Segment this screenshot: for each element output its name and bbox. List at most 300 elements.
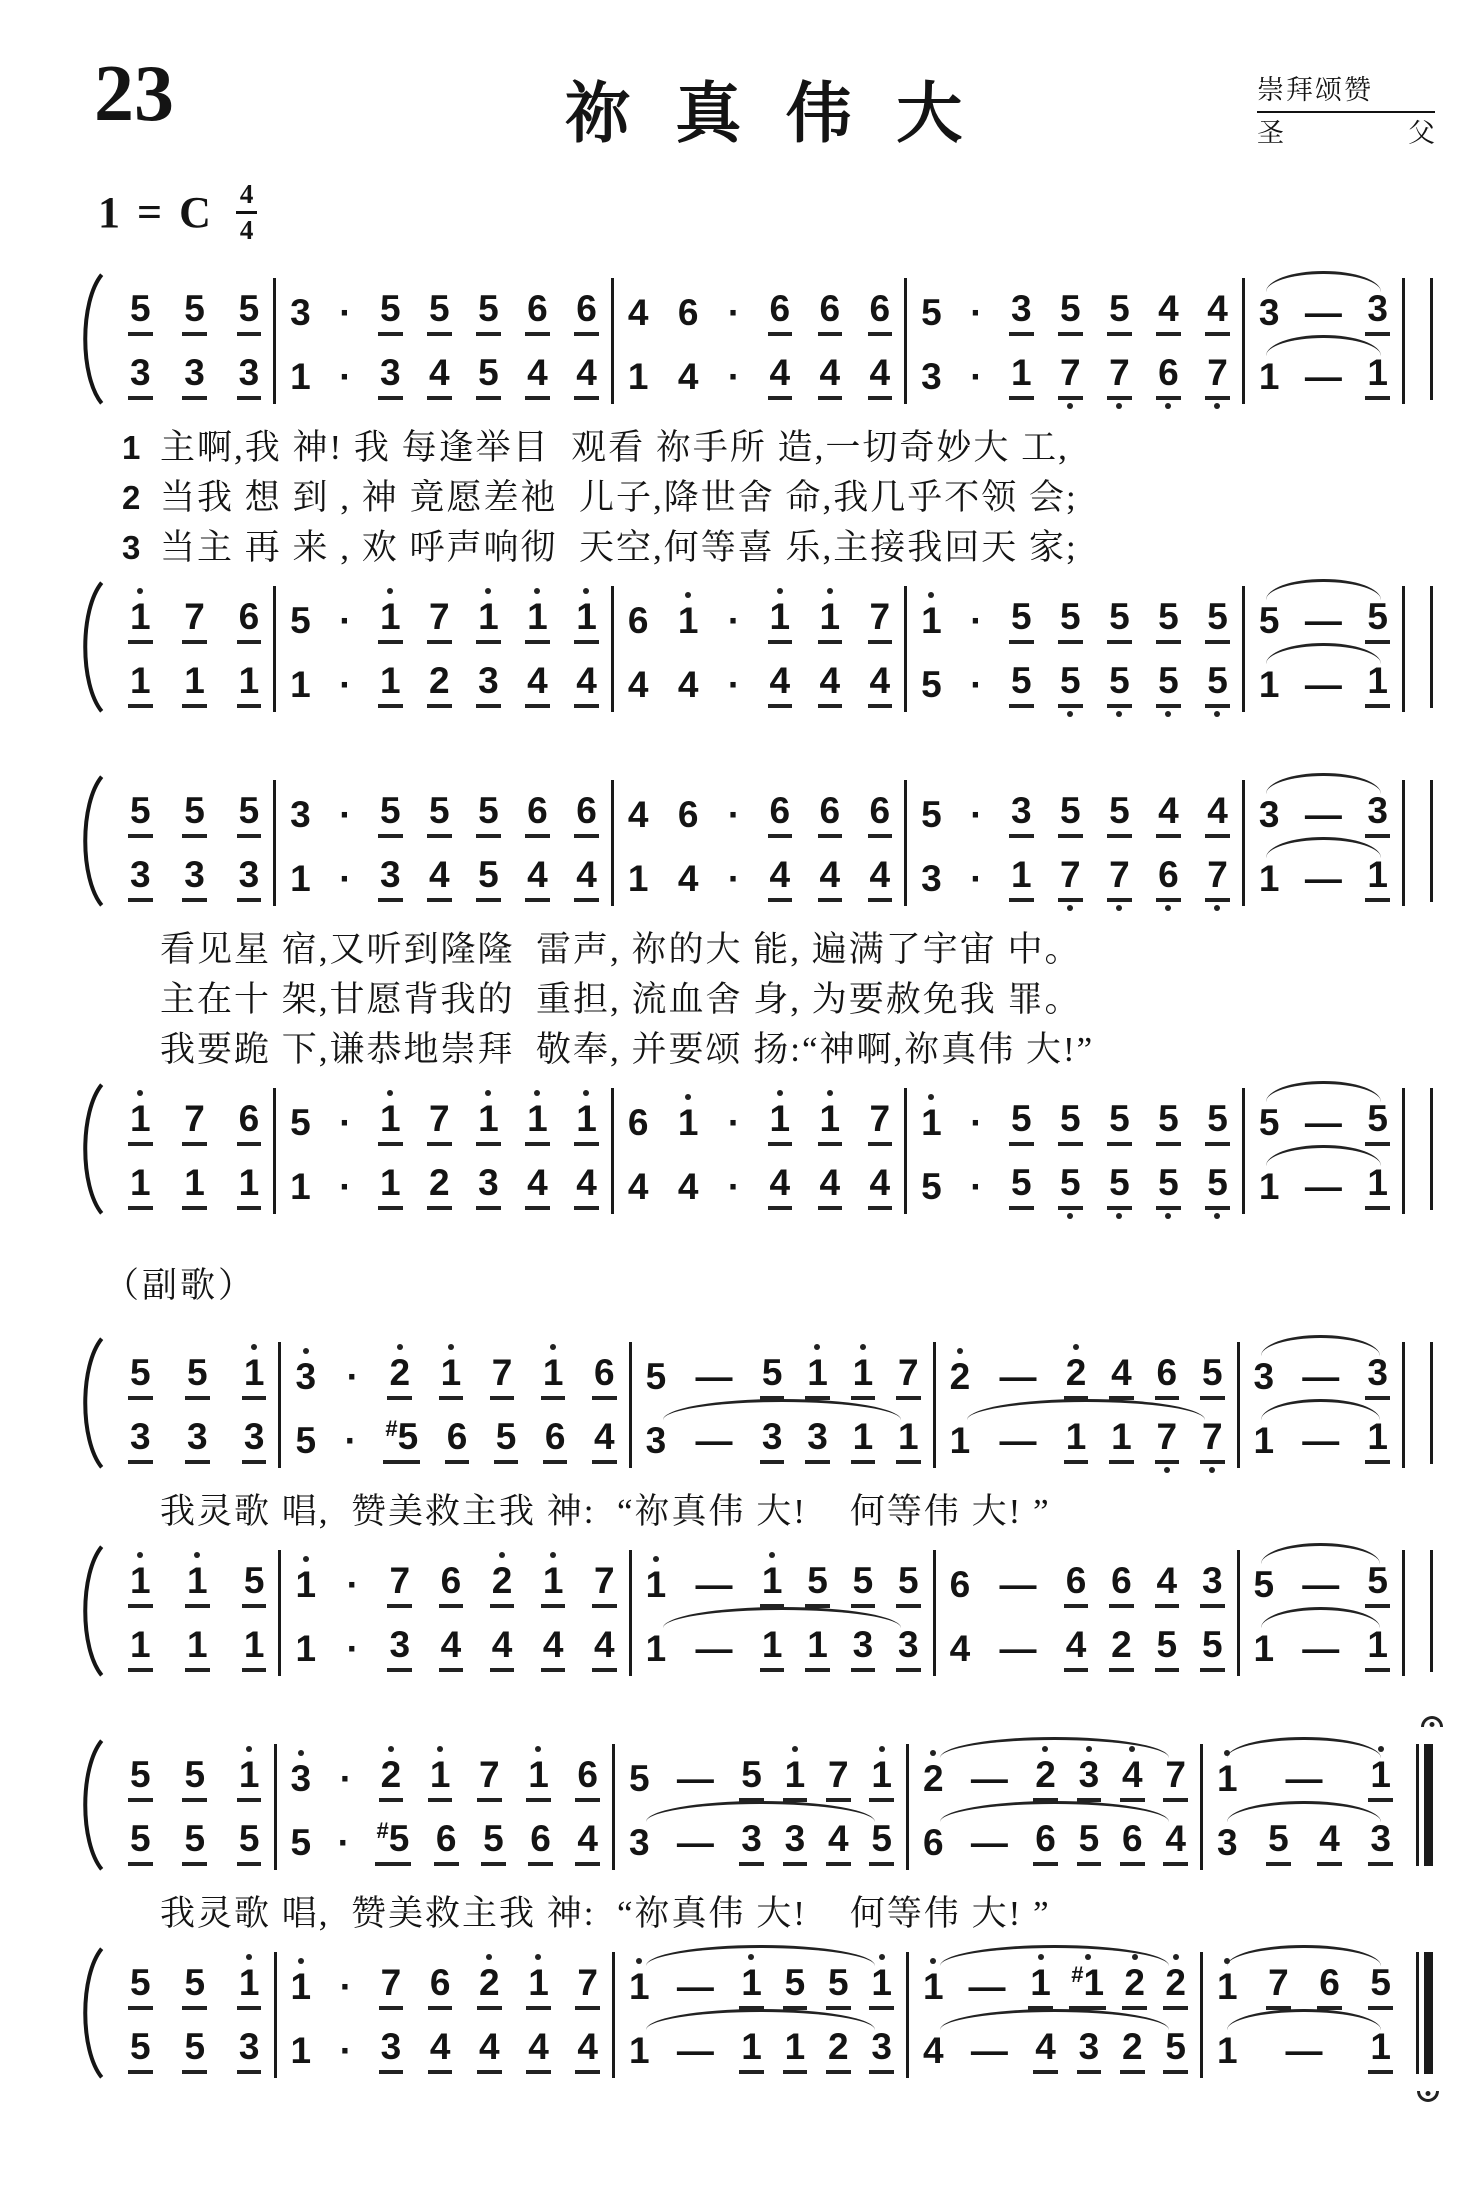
note-token: 1 (237, 662, 262, 708)
voice-measure-row (288, 658, 599, 708)
lyric-text: 我要跪 下,谦恭地崇拜 敬奉, 并要颂 扬:“神啊,祢真伟 大!” (160, 1030, 1095, 1069)
measure (936, 1338, 1237, 1468)
note-token: — (695, 1564, 733, 1605)
voice-measure-row (128, 1622, 266, 1672)
sharp-sign: # (385, 1416, 398, 1441)
note-token: 6 (574, 290, 599, 336)
note-token: 5 (629, 1758, 650, 1799)
barline (1402, 278, 1405, 404)
note-token: · (970, 600, 983, 641)
note-token: — (1304, 356, 1342, 397)
voice-measure-row (644, 1558, 921, 1608)
barline (1402, 1088, 1405, 1214)
note-token: 5 (1155, 1626, 1180, 1672)
note-token: 3 (1077, 1756, 1102, 1802)
note-token: — (676, 1966, 714, 2007)
voice-measure-row (1215, 1816, 1393, 1866)
note-token: — (676, 1822, 714, 1863)
note-token: 1 (1365, 1418, 1390, 1464)
voice-measure-row (288, 350, 599, 400)
note-token: 5 (128, 1820, 153, 1866)
note-token: 5 (494, 1418, 519, 1464)
voice-measure-row (1252, 1622, 1390, 1672)
note-token: 5 (128, 1964, 153, 2010)
note-token: 5 (921, 794, 942, 835)
note-token: 5 (237, 792, 262, 838)
note-token: 5 (290, 600, 311, 641)
note-token: 5 (427, 290, 452, 336)
voice-measure-row (289, 1752, 601, 1802)
voice-measure-row (919, 350, 1230, 400)
measure (116, 1948, 274, 2078)
note-token: 7 (1107, 856, 1132, 902)
voice-measure-row (288, 594, 599, 644)
note-token: 2 (427, 1164, 452, 1210)
note-token: 1 (1365, 354, 1390, 400)
note-token: · (727, 664, 741, 705)
note-token: 5 (760, 1354, 785, 1400)
measure (614, 582, 904, 712)
note-token: 1 (237, 1164, 262, 1210)
note-token: 5 (476, 792, 501, 838)
note-token: — (999, 1564, 1037, 1605)
note-token: 1 (1009, 354, 1034, 400)
note-token: 5 (378, 290, 403, 336)
note-token: 4 (575, 2028, 600, 2074)
note-token: 7 (1200, 1418, 1225, 1464)
note-token: 7 (1155, 1418, 1180, 1464)
note-token: 5 (1205, 598, 1230, 644)
measure (907, 274, 1242, 404)
note-token: 5 (1205, 1164, 1230, 1210)
note-token: 3 (379, 2028, 404, 2074)
note-token: 1 (476, 1100, 501, 1146)
note-token: 3 (1258, 794, 1280, 835)
note-token: 1 (185, 1626, 210, 1672)
note-token: 1 (1365, 1626, 1390, 1672)
note-token: 4 (1205, 290, 1230, 336)
note-token: 1 (182, 1164, 207, 1210)
voice-measure-row (948, 1414, 1225, 1464)
note-token: 6 (525, 290, 550, 336)
voice-measure-row (919, 1160, 1230, 1210)
note-token: · (339, 292, 352, 333)
note-token: 5 (1266, 1820, 1291, 1866)
note-token: 1 (1215, 1968, 1240, 2010)
note-token: 5 (128, 792, 153, 838)
note-token: 5 (242, 1562, 267, 1608)
note-token: — (1304, 1102, 1342, 1143)
note-token: 1 (1365, 662, 1390, 708)
note-token: 5 (237, 290, 262, 336)
note-token: 1 (919, 602, 944, 644)
measure (615, 1740, 906, 1870)
voice-measure-row (626, 852, 892, 902)
path (85, 1547, 101, 1676)
note-token: 1 (1258, 858, 1280, 899)
note-token: 4 (868, 856, 893, 902)
note-token: 4 (627, 292, 649, 333)
note-token: 7 (868, 598, 893, 644)
measure (1203, 1740, 1405, 1870)
note-token: 6 (1156, 856, 1181, 902)
note-token: 1 (676, 602, 701, 644)
note-token: 3 (1365, 290, 1390, 336)
stave-bracket-icon (74, 272, 104, 406)
note-token: 4 (1155, 1562, 1180, 1608)
voice-measure-row (626, 286, 892, 336)
note-token: 7 (592, 1562, 617, 1608)
note-token: 6 (237, 598, 262, 644)
note-token: 5 (896, 1562, 921, 1608)
note-token: 4 (826, 1820, 851, 1866)
note-token: 1 (1109, 1418, 1134, 1464)
voice-measure-row (1257, 658, 1390, 708)
note-token: 5 (290, 1822, 312, 1863)
voice-measure-row (919, 788, 1230, 838)
note-token: 1 (627, 1968, 652, 2010)
voice-measure-row (1215, 1752, 1393, 1802)
note-token: 7 (575, 1964, 600, 2010)
note-token: 3 (289, 1760, 314, 1802)
note-token: 4 (1317, 1820, 1342, 1866)
note-token: 5 (1009, 662, 1034, 708)
note-token: 4 (949, 1628, 971, 1669)
voice-measure-row (128, 788, 261, 838)
voice-measure-row (288, 1160, 599, 1210)
note-token: 1 (869, 1964, 894, 2010)
note-token: 1 (627, 356, 649, 397)
note-token: — (1302, 1564, 1340, 1605)
note-token: 5 (1200, 1354, 1225, 1400)
note-token: — (676, 2030, 714, 2071)
measure (276, 1084, 611, 1214)
note-token: 4 (1205, 792, 1230, 838)
lyric-text: 主在十 架,甘愿背我的 重担, 流血舍 身, 为要赦免我 罪。 (160, 980, 1082, 1019)
measure (281, 1546, 628, 1676)
note-token: · (970, 1166, 983, 1207)
measure (116, 1338, 278, 1468)
measure (1203, 1948, 1405, 2078)
note-token: 4 (868, 662, 893, 708)
voice-measure-row (919, 1096, 1230, 1146)
note-token: 7 (868, 1100, 893, 1146)
measure (281, 1338, 628, 1468)
note-token: 1 (525, 598, 550, 644)
note-token: 6 (1064, 1562, 1089, 1608)
note-token: 4 (818, 354, 843, 400)
note-token: 5 (1058, 662, 1083, 708)
note-token: · (970, 858, 983, 899)
note-token: 3 (1253, 1356, 1275, 1397)
note-token: 5 (290, 1102, 311, 1143)
path (85, 583, 101, 712)
note-token: — (999, 1628, 1037, 1669)
stave-bracket-icon (74, 580, 104, 714)
note-token: 5 (1058, 1164, 1083, 1210)
note-token: 5 (128, 2028, 153, 2074)
note-token: 4 (1156, 290, 1181, 336)
end-bar-thin (1430, 780, 1433, 902)
note-token: 4 (1156, 792, 1181, 838)
note-token: 3 (290, 794, 311, 835)
voice-measure-row (289, 1816, 601, 1866)
note-token: 1 (541, 1354, 566, 1400)
note-token: 6 (1317, 1964, 1342, 2010)
note-token: 1 (128, 598, 153, 644)
note-token: 5 (1368, 1964, 1393, 2010)
voice-measure-row (627, 1752, 894, 1802)
note-token: 1 (237, 1964, 262, 2010)
note-token: — (970, 2030, 1008, 2071)
voice-measure-row (626, 1160, 892, 1210)
note-token: 3 (378, 354, 403, 400)
note-token: 2 (1122, 1964, 1147, 2010)
note-token: 1 (237, 1756, 262, 1802)
note-token: 4 (574, 354, 599, 400)
note-token: 4 (439, 1626, 464, 1672)
lyric-line (122, 1886, 1435, 1936)
lyric-line (122, 520, 1435, 570)
note-token: 1 (1215, 1760, 1240, 1802)
note-token: 2 (948, 1358, 973, 1400)
system-end-barline (1416, 1744, 1433, 1866)
note-token: · (346, 1628, 359, 1669)
measure (909, 1948, 1200, 2078)
note-token: 4 (574, 856, 599, 902)
note-token: 5 (1258, 1102, 1280, 1143)
note-token: 5 (378, 792, 403, 838)
note-token: 3 (869, 2028, 894, 2074)
note-token: 3 (851, 1626, 876, 1672)
note-token: — (1285, 1758, 1323, 1799)
note-token: · (339, 794, 352, 835)
voice-measure-row (128, 1160, 261, 1210)
note-token: 5 (1163, 2028, 1188, 2074)
voice-measure-row (626, 788, 892, 838)
stave-bracket-icon (74, 1738, 104, 1872)
note-token: 1 (428, 1756, 453, 1802)
note-token: 1 (295, 1628, 317, 1669)
note-token: · (346, 1564, 359, 1605)
measure (1240, 1338, 1402, 1468)
path (85, 1339, 101, 1468)
note-token: 6 (768, 792, 793, 838)
note-token: 5 (1058, 598, 1083, 644)
note-token: 6 (445, 1418, 470, 1464)
voice-measure-row (1257, 1160, 1390, 1210)
note-token: 1 (128, 1100, 153, 1146)
note-token: 1 (290, 356, 311, 397)
note-token: 7 (896, 1354, 921, 1400)
note-token: 6 (434, 1820, 459, 1866)
note-token: — (676, 1758, 714, 1799)
note-token: 4 (541, 1626, 566, 1672)
note-token: 1 (1365, 856, 1390, 902)
note-token: #5 (383, 1418, 420, 1464)
note-token: 4 (768, 354, 793, 400)
voice-measure-row (644, 1414, 921, 1464)
note-token: 5 (1365, 1562, 1390, 1608)
note-token: 1 (1258, 356, 1280, 397)
voice-measure-row (644, 1350, 921, 1400)
measure (276, 274, 611, 404)
note-token: 1 (768, 1100, 793, 1146)
end-bar-thin (1430, 1342, 1433, 1464)
note-token: 5 (739, 1756, 764, 1802)
lyric-line (122, 470, 1435, 520)
voice-measure-row (293, 1558, 616, 1608)
note-token: 5 (476, 290, 501, 336)
note-token: 5 (1107, 1164, 1132, 1210)
lyric-text: 主啊,我 神! 我 每逢举目 观看 祢手所 造,一切奇妙大 工, (160, 428, 1069, 467)
note-token: · (339, 356, 352, 397)
note-token: 1 (1009, 856, 1034, 902)
voice-measure-row (644, 1622, 921, 1672)
note-token: 3 (128, 1418, 153, 1464)
note-token: 2 (1064, 1354, 1089, 1400)
end-bar-thin (1430, 586, 1433, 708)
voice-measure-row (128, 350, 261, 400)
note-token: 4 (677, 858, 699, 899)
note-token: · (727, 600, 741, 641)
voice-measure-row (919, 286, 1230, 336)
note-token: 4 (818, 662, 843, 708)
note-token: — (1304, 600, 1342, 641)
time-signature-top: 4 (236, 181, 258, 214)
note-token: 1 (1368, 2028, 1393, 2074)
note-token: · (339, 1758, 353, 1799)
voice-measure-row (128, 1414, 266, 1464)
measure (277, 1948, 613, 2078)
note-token: 1 (378, 1164, 403, 1210)
voice-measure-row (128, 1096, 261, 1146)
system-end-barline (1430, 780, 1433, 902)
note-token: 5 (476, 856, 501, 902)
voice-measure-row (1257, 350, 1390, 400)
note-token: 1 (1217, 2030, 1238, 2071)
note-token: 4 (768, 1164, 793, 1210)
note-token: 7 (387, 1562, 412, 1608)
note-token: 5 (1258, 600, 1280, 641)
note-token: 4 (627, 1166, 649, 1207)
note-token: · (339, 858, 352, 899)
voice-measure-row (293, 1622, 616, 1672)
note-token: 1 (293, 1566, 318, 1608)
note-token: 4 (525, 856, 550, 902)
stave-bracket-icon (74, 774, 104, 908)
note-token: · (339, 1966, 353, 2007)
note-token: 3 (1365, 792, 1390, 838)
note-token: 3 (739, 1820, 764, 1866)
note-token: · (339, 664, 352, 705)
note-token: 5 (1058, 290, 1083, 336)
voice-measure-row (1257, 788, 1390, 838)
note-token: 5 (1200, 1626, 1225, 1672)
voice-measure-row (1252, 1414, 1390, 1464)
voice-measure-row (948, 1622, 1225, 1672)
staff-pair (116, 1740, 1435, 1870)
note-token: 1 (290, 1166, 311, 1207)
note-token: 5 (1205, 1100, 1230, 1146)
note-token: 4 (490, 1626, 515, 1672)
measure (116, 582, 273, 712)
note-token: 3 (237, 856, 262, 902)
note-token: 7 (1058, 856, 1083, 902)
note-token: 6 (1120, 1820, 1145, 1866)
end-bar-thin (1430, 1088, 1433, 1210)
music-system (70, 776, 1435, 1214)
note-token: · (970, 794, 983, 835)
measure (614, 274, 904, 404)
note-token: · (970, 664, 983, 705)
note-token: 7 (182, 598, 207, 644)
note-token: 6 (575, 1756, 600, 1802)
path (85, 777, 101, 906)
note-token: 1 (526, 1964, 551, 2010)
note-token: 5 (1107, 662, 1132, 708)
note-token: 6 (1156, 354, 1181, 400)
note-token: 1 (439, 1354, 464, 1400)
note-token: 6 (868, 290, 893, 336)
note-token: 1 (805, 1626, 830, 1672)
voice-measure-row (1252, 1558, 1390, 1608)
note-token: 5 (1107, 792, 1132, 838)
voice-measure-row (289, 2024, 601, 2074)
note-token: 1 (1365, 1164, 1390, 1210)
staff-pair (116, 1948, 1435, 2078)
voice-measure-row (128, 1960, 262, 2010)
note-token: 5 (1058, 792, 1083, 838)
sharp-sign: # (1071, 1962, 1084, 1987)
measure (277, 1740, 613, 1870)
note-token: 5 (182, 1756, 207, 1802)
note-token: 4 (677, 664, 699, 705)
note-token: — (1304, 858, 1342, 899)
path (85, 275, 101, 404)
staff-pair (116, 776, 1435, 906)
voice-measure-row (919, 852, 1230, 902)
note-token: 1 (676, 1104, 701, 1146)
note-token: 1 (526, 1756, 551, 1802)
note-token: 1 (290, 2030, 312, 2071)
note-token: 2 (387, 1354, 412, 1400)
lyric-text: 当我 想 到 , 神 竟愿差祂 儿子,降世舍 命,我几乎不领 会; (160, 478, 1078, 517)
note-token: 5 (1156, 1164, 1181, 1210)
end-bar-thin (1430, 1550, 1433, 1672)
voice-measure-row (293, 1414, 616, 1464)
hymn-number: 23 (94, 50, 174, 138)
note-token: 5 (921, 292, 942, 333)
voice-measure-row (1215, 2024, 1393, 2074)
note-token: 1 (525, 1100, 550, 1146)
verse-number: 3 (122, 529, 143, 566)
note-token: 3 (128, 856, 153, 902)
voice-measure-row (1257, 286, 1390, 336)
note-token: 3 (921, 858, 942, 899)
note-token: 5 (1107, 290, 1132, 336)
note-token: 5 (851, 1562, 876, 1608)
note-token: 5 (1365, 1100, 1390, 1146)
note-token: 1 (574, 598, 599, 644)
measure (116, 1740, 274, 1870)
note-token: 6 (1155, 1354, 1180, 1400)
note-token: 5 (921, 1166, 942, 1207)
voice-measure-row (627, 2024, 894, 2074)
voice-measure-row (128, 1752, 262, 1802)
note-token: 7 (427, 1100, 452, 1146)
note-token: 5 (1107, 598, 1132, 644)
